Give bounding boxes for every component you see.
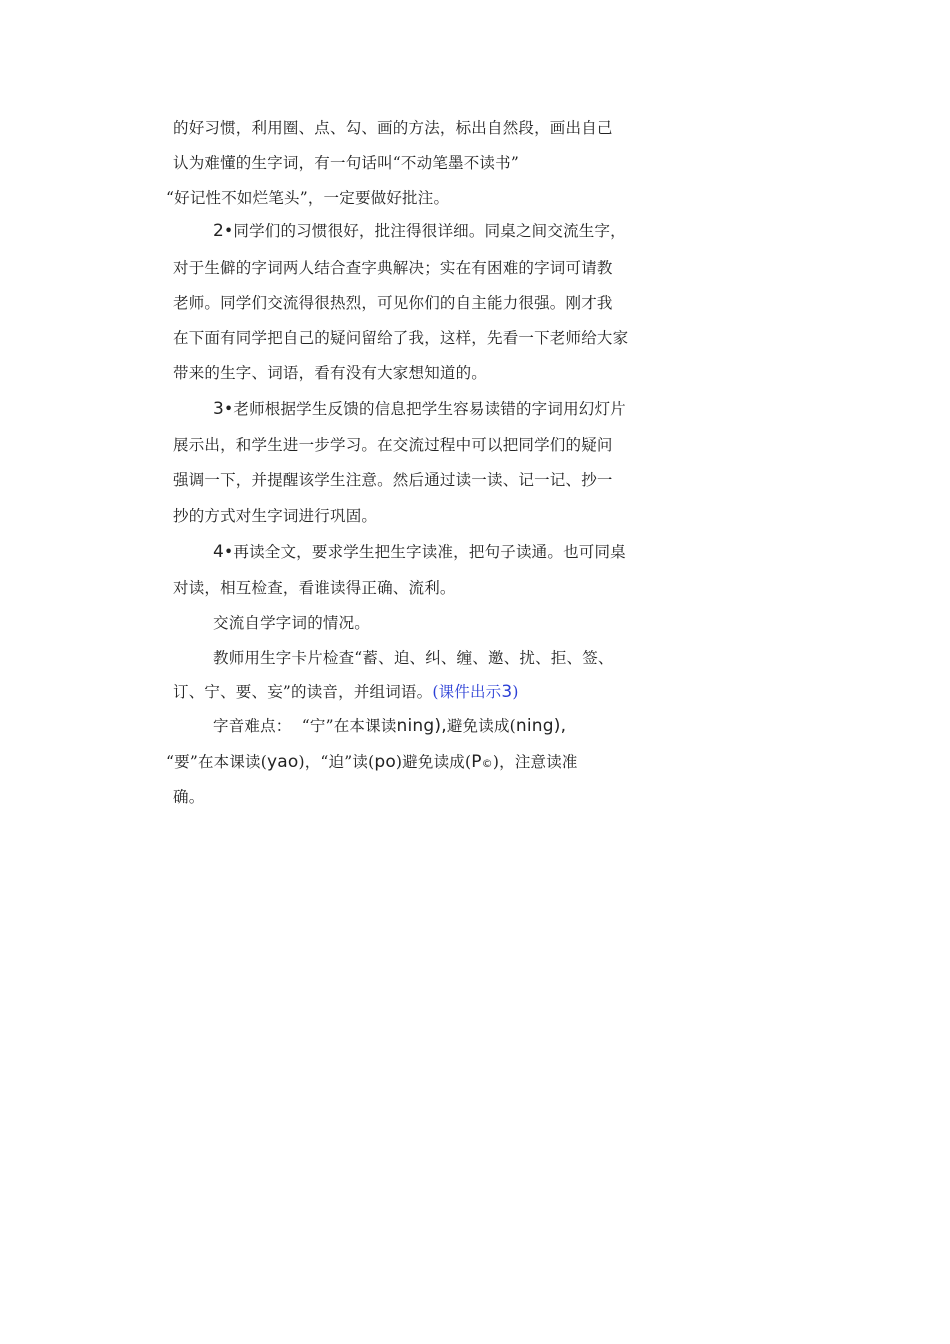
paragraph-5: 交流自学字词的情况。 (213, 614, 371, 632)
paragraph-3-line-2: 展示出，和学生进一步学习。在交流过程中可以把同学们的疑问 (173, 436, 613, 454)
pinyin-po: po (374, 752, 396, 772)
paragraph-2-line-2: 对于生僻的字词两人结合查字典解决；实在有困难的字词可请教 (173, 259, 613, 277)
paragraph-6-text: 订、宁、要、妄”的读音，并组词语。 (173, 683, 433, 701)
pinyin-ning: ning), (396, 716, 447, 736)
paragraph-3-line-4: 抄的方式对生字词进行巩固。 (173, 507, 378, 525)
paragraph-7-line-3: 确。 (173, 788, 205, 806)
paragraph-7-line-1: 字音难点： “宁”在本课读ning),避免读成(ning), (213, 716, 567, 736)
paragraph-2-text: •同学们的习惯很好，批注得很详细。同桌之间交流生字， (224, 222, 626, 240)
pronunciation-label: 字音难点： (213, 717, 292, 735)
paragraph-3-text: •老师根据学生反馈的信息把学生容易读错的字词用幻灯片 (224, 400, 626, 418)
paragraph-2-line-3: 老师。同学们交流得很热烈，可见你们的自主能力很强。刚才我 (173, 294, 613, 312)
paragraph-2-number: 2 (213, 221, 225, 241)
paragraph-4-number: 4 (213, 542, 225, 562)
paragraph-6-line-2 (173, 682, 673, 702)
paragraph-7-line-2: “要”在本课读(yao)，“迫”读(po)避免读成(P©)，注意读准 (166, 752, 578, 772)
paragraph-4-line-2: 对读，相互检查，看谁读得正确、流利。 (173, 579, 456, 597)
paragraph-4-line-1 (213, 542, 713, 562)
paragraph-2-line-4: 在下面有同学把自己的疑问留给了我，这样，先看一下老师给大家 (173, 329, 629, 347)
pinyin-pai: P© (471, 752, 493, 772)
pinyin-yao: yao (267, 752, 299, 772)
paragraph-1-line-3: “好记性不如烂笔头”，一定要做好批注。 (166, 189, 450, 207)
paragraph-1-line-2: 认为难懂的生字词，有一句话叫“不动笔墨不读书” (173, 154, 519, 172)
paragraph-2-line-1 (213, 221, 713, 241)
pinyin-ning-alt: ning), (515, 716, 567, 736)
paragraph-6-line-1: 教师用生字卡片检查“蓄、迫、纠、缠、邀、扰、拒、签、 (213, 649, 614, 667)
paragraph-2-line-5: 带来的生字、词语，看有没有大家想知道的。 (173, 364, 488, 382)
paragraph-1-line-1: 的好习惯，利用圈、点、勾、画的方法，标出自然段，画出自己 (173, 119, 613, 137)
paragraph-3-line-3: 强调一下，并提醒该学生注意。然后通过读一读、记一记、抄一 (173, 471, 613, 489)
courseware-reference: (课件出示3) (432, 682, 519, 702)
paragraph-3-line-1 (213, 399, 713, 419)
paragraph-3-number: 3 (213, 399, 225, 419)
paragraph-4-text: •再读全文，要求学生把生字读准，把句子读通。也可同桌 (224, 543, 626, 561)
